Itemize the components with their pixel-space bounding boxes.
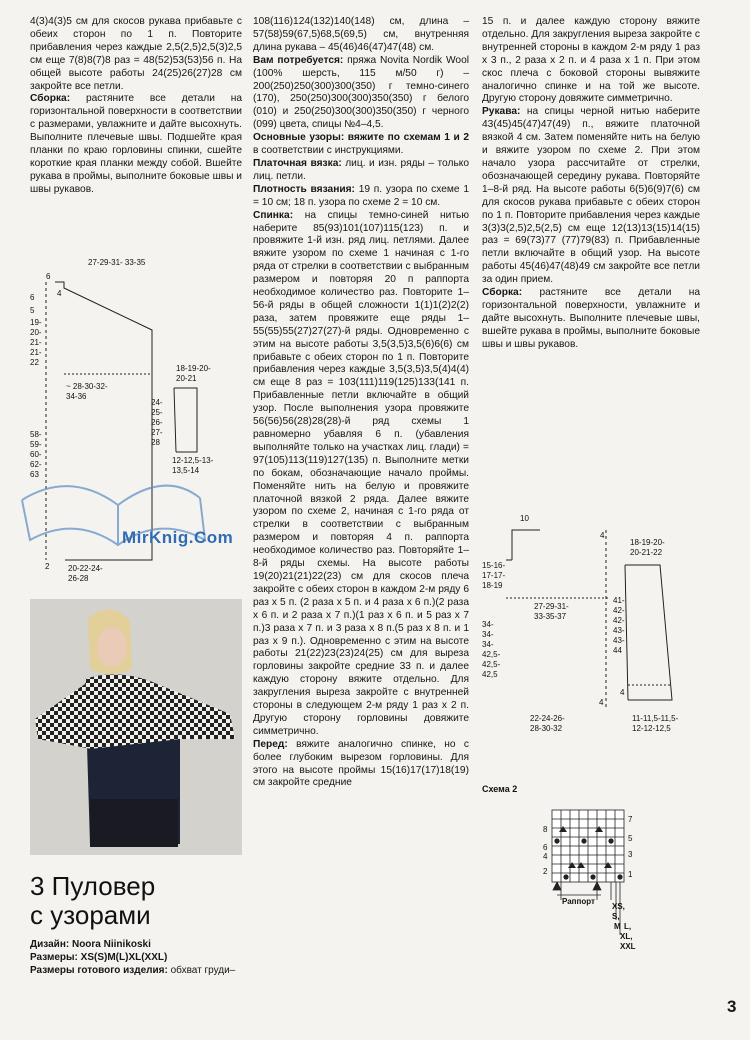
d1-top-width: 27-29-31- 33-35 xyxy=(88,258,146,267)
chart-row-6: 6 xyxy=(543,843,548,852)
size-xs: XS, xyxy=(612,902,625,911)
d1-sleeve-top: 18-19-20- 20-21 xyxy=(176,364,211,383)
d2-four-top: 4 xyxy=(600,531,605,540)
main-patterns: Основные узоры: вяжите по схемам 1 и 2 в соответствии с инструкциями. xyxy=(253,132,469,157)
size-s: S, xyxy=(612,912,620,921)
d1-five: 5 xyxy=(30,306,35,315)
col3-assembly: Сборка: растяните все детали на горизонтальной поверхности, увлажните и дайте высохнуть. Выполните плечевые швы, вшейте рукава в проймы, выполните боковые швы и швы рукавов. xyxy=(482,287,700,350)
size-xxl: XXL xyxy=(620,942,636,951)
d2-four-sl: 4 xyxy=(620,688,625,697)
d2-width: 27-29-31- 33-35-37 xyxy=(534,602,569,621)
assembly-label: Сборка: xyxy=(30,93,71,105)
assembly-text: растяните все детали на горизонтальной поверхности в соответствии с размерами, увлажните и дайте высохнуть. Выполните плечевые швы. Подшейте края планки по краю горловины спинки, сшейте короткие края планки между собой. Вшейте рукава в проймы, выполните боковые швы и швы рукавов. xyxy=(30,93,242,195)
page-number: 3 xyxy=(727,997,737,1016)
chart-row-7: 7 xyxy=(628,815,633,824)
d2-cuff: 11-11,5-11,5- 12-12-12,5 xyxy=(632,714,679,733)
garter-stitch: Платочная вязка: лиц. и изн. ряды – только лиц. петли. xyxy=(253,157,469,182)
size-m: M xyxy=(614,922,621,931)
d1-hem: 20-22-24- 26-28 xyxy=(68,564,103,583)
watermark: MirKnig.Com xyxy=(122,528,234,547)
size-xl: XL, xyxy=(620,932,633,941)
sleeve-instructions: Рукава: на спицы черной нитью наберите 43(45)45(47)47(49) п., вяжите платочной вязкой 4 см. Затем поменяйте нить на белую и вяжите узором по схеме 2. При этом начало узора рассчитайте от стрелки, обозначающей середину рукава. Повторяйте 1–8-й ряд. На высоте работы 6(5)6(9)7(6) см для скосов рукава прибавьте с обеих сторон по 1 п. Повторите прибавления через каждые 3(3)3(2,5)2,5(2,5) см еще 12(13)13(15)14(15) раз = 69(73)77 (77)79(83) п. Прибавленные петли включайте в общий узор. На высоте работы 45(46)47(48)49 см закройте все петли за один прием. xyxy=(482,106,700,286)
d1-sleeve-cuff: 12-12,5-13- 13,5-14 xyxy=(172,456,214,475)
d2-shoulder: 15-16- 17-17- 18-19 xyxy=(482,561,506,590)
schema-title: Схема 2 xyxy=(482,784,518,794)
finished-size-line: Размеры готового изделия: обхват груди– xyxy=(30,965,236,977)
size-l: L, xyxy=(624,922,632,931)
materials: Вам потребуется: пряжа Novita Nordik Wool (100% шерсть, 115 м/50 г) – 200(250)250(300)300(350) г темно-синего (170), 250(250)300(300)350(350) г белого (010) и 250(250)300(300)350(350) г черного (099) цвета, спицы №4–4,5. xyxy=(253,54,469,131)
d1-sleeve-len: 24- 25- 26- 27- 28 xyxy=(151,398,163,447)
d1-four: 4 xyxy=(57,289,62,298)
col2-sizes: 108(116)124(132)140(148) см, длина – 57(58)59(67,5)68,5(69,5) см, внутренняя длина рукава – 45(46)46(47)47(48) см. xyxy=(253,16,469,53)
gauge: Плотность вязания: 19 п. узора по схеме 1 = 10 см; 18 п. узора по схеме 2 = 10 см. xyxy=(253,183,469,208)
d1-two: 2 xyxy=(45,562,50,571)
back-instructions: Спинка: на спицы темно-синей нитью наберите 85(93)101(107)115(123) п. и провяжите 1-й изн. ряд лиц. петлями. Далее вяжите узором по схеме 1 начиная с 1-го ряда от стрелки в соответствии с выбранным размером и повторяя 20 п раппорта необходимое количество раз. Повторите 1–56-й ряды в общей сложности 1(1)1(2)2(2) раза, затем провяжите еще ряды 1–55(55)55(27)27(27)-й ряды. Одновременно с этим на высоте работы 3,5(3,5)3,5(6)6(6) см прибавьте с обеих сторон по 1 п. Повторите прибавления через каждые 3,5(3,5)3,5(4)4(4) см еще 8 раз = 103(111)119(125)133(141 п. Прибавленные петли включайте в общий узор. После выполнения узора провяжите 56(56)56(28)28(28)-й ряд схемы 1 равномерно убавляя 6 п. (убавления выполняйте только на участках лиц. глади) = 97(105)113(119)127(135) п. Выполните метки по бокам, обозначающие начало проймы. Поменяйте нить на белую и провяжите платочной вязкой 2 ряда. Далее вяжите узором по схеме 2, начиная с 1-го ряда от стрелки в соответствии с выбранным размером и повторяя 4 п. раппорта необходимое количество раз. Повторяйте 1–8-й ряды схемы. На высоте работы 19(20)21(21)22(23) см для скосов плеча закройте с обеих сторон в каждом 2-м ряду 6 раз х 5 п. (2 раза х 5 п. и 4 раза х 6 п.)(2 раза х 6 п. и 2 раза х 7 п.)(1 раз х 6 п. и 5 раз х 7 п.)3 раза х 7 п. и 3 раза х 8 п.(5 раз х 8 п. и 1 раз х 9 п.). Одновременно с этим на высоте работы 21(22)23(23)24(25) см для выреза горловины закройте средние 33 п. и далее каждую сторону вяжите отдельно. Для закругления выреза закройте с внутренней стороны в следующем 2-м ряду 1 раз х 2 п. Другую сторону горловины довяжите симметрично. xyxy=(253,209,469,737)
design-line: Дизайн: Noora Niinikoski xyxy=(30,939,151,950)
sizes-line: Размеры: XS(S)M(L)XL(XXL) xyxy=(30,952,168,964)
d2-ten: 10 xyxy=(520,514,529,523)
chart-row-1: 1 xyxy=(628,870,633,879)
title-line-2: с узорами xyxy=(30,900,151,930)
d1-length: 58- 59- 60- 62- 63 xyxy=(30,430,42,479)
d2-length: 34- 34- 34- 42,5- 42,5- 42,5 xyxy=(482,620,501,679)
d2-sleeve-top: 18-19-20- 20-21-22 xyxy=(630,538,665,557)
d2-sleeve-len: 41- 42- 42- 43- 43- 44 xyxy=(613,596,625,655)
d2-four-bot: 4 xyxy=(599,698,604,707)
col1-paragraph: 4(3)4(3)5 см для скосов рукава прибавьте с обеих сторон по 1 п. Повторите прибавления через каждые 2,5(2,5)2,5(3)2,5 см еще 7(8)8(7)8 раз = 48(52)53(53)56 п. На общей высоте работы 24(25)26(27)28 см закройте все петли. xyxy=(30,16,242,92)
title-line-1: 3 Пуловер xyxy=(30,871,156,901)
rapport-label: Раппорт xyxy=(562,897,595,906)
chart-row-2: 2 xyxy=(543,867,548,876)
chart-row-8: 8 xyxy=(543,825,548,834)
front-instructions: Перед: вяжите аналогично спинке, но с более глубоким вырезом горловины. Для этого на высоте проймы 15(16)17(17)18(19) см закройте средние xyxy=(253,738,469,789)
col3-continuation: 15 п. и далее каждую сторону вяжите отдельно. Для закругления выреза закройте с внутренней стороны в каждом 2-м ряду 1 раз х 3 п., 2 раза х 2 п. и 4 раза х 1 п. При этом скос плеча с боковой стороны вывяжите аналогично спинке и на той же высоте. Другую сторону довяжите симметрично. xyxy=(482,16,700,105)
d1-armhole: 19- 20- 21- 21- 22 xyxy=(30,318,42,367)
d2-hem: 22-24-26- 28-30-32 xyxy=(530,714,565,733)
chart-row-3: 3 xyxy=(628,850,633,859)
chart-row-4: 4 xyxy=(543,852,548,861)
d1-six-b: 6 xyxy=(30,293,35,302)
d1-chest: ~ 28-30-32- 34-36 xyxy=(66,382,108,401)
d1-six: 6 xyxy=(46,272,51,281)
chart-row-5: 5 xyxy=(628,834,633,843)
